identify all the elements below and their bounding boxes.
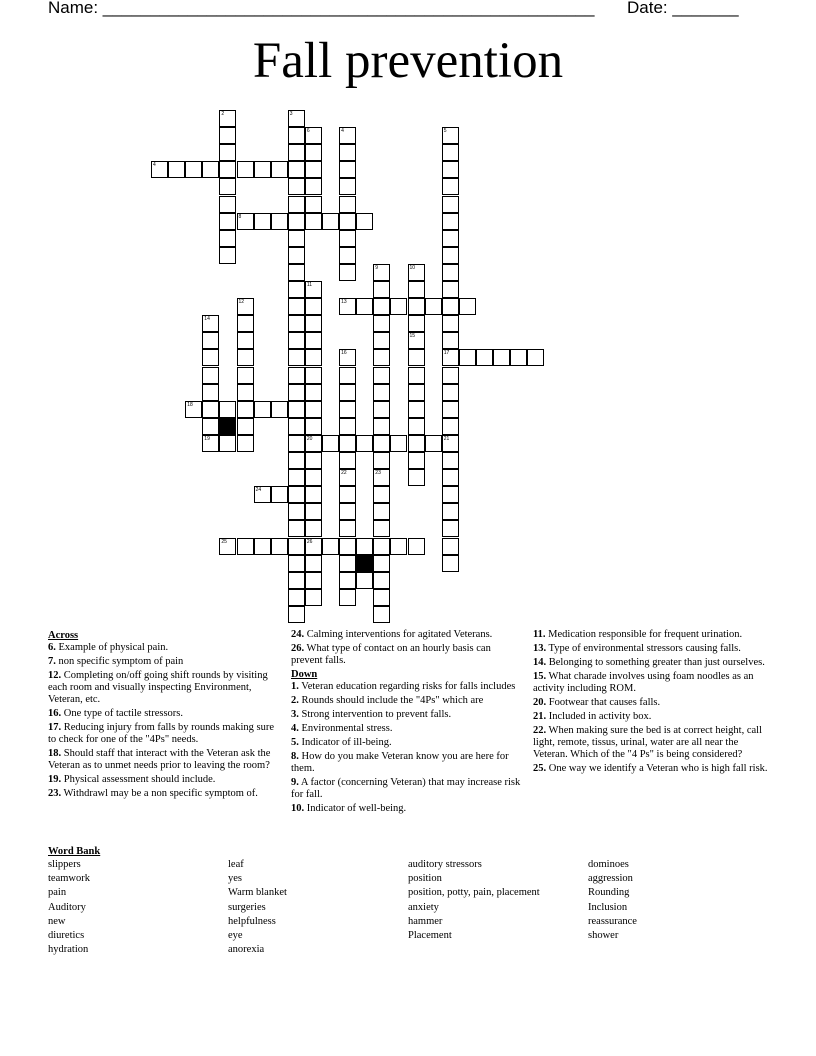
crossword-cell[interactable] [305, 401, 322, 418]
crossword-cell[interactable] [288, 606, 305, 623]
crossword-cell[interactable] [339, 503, 356, 520]
crossword-cell[interactable] [219, 178, 236, 195]
crossword-cell[interactable] [339, 555, 356, 572]
clue-number: 26 [306, 538, 313, 545]
word-bank-item: Placement [408, 930, 452, 942]
crossword-cell[interactable] [373, 606, 390, 623]
clue: 18. Should staff that interact with the Veteran ask the Veteran as to unmet needs prior to leaving the room? [48, 748, 271, 771]
clue: 16. One type of tactile stressors. [48, 708, 184, 719]
crossword-cell[interactable] [288, 298, 305, 315]
crossword-cell[interactable] [254, 401, 271, 418]
crossword-cell[interactable] [373, 367, 390, 384]
crossword-cell[interactable] [408, 401, 425, 418]
crossword-cell[interactable] [305, 469, 322, 486]
crossword-cell[interactable] [288, 452, 305, 469]
crossword-cell[interactable] [442, 230, 459, 247]
word-bank-item: reassurance [588, 915, 637, 927]
crossword-cell[interactable] [339, 469, 356, 486]
crossword-cell[interactable] [305, 367, 322, 384]
word-bank-item: anorexia [228, 944, 265, 956]
crossword-cell[interactable] [442, 247, 459, 264]
crossword-cell[interactable] [390, 435, 407, 452]
crossword-cell[interactable] [151, 161, 168, 178]
crossword-cell[interactable] [390, 538, 407, 555]
crossword-cell[interactable] [305, 538, 322, 555]
crossword-cell[interactable] [288, 418, 305, 435]
crossword-cell[interactable] [408, 367, 425, 384]
crossword-cell[interactable] [442, 538, 459, 555]
crossword-cell[interactable] [219, 538, 236, 555]
crossword-cell[interactable] [493, 349, 510, 366]
clue-number: 10 [409, 264, 416, 271]
crossword-cell[interactable] [356, 213, 373, 230]
word-bank-item: new [48, 915, 66, 927]
crossword-cell[interactable] [373, 469, 390, 486]
crossword-cell[interactable] [373, 572, 390, 589]
crossword-cell[interactable] [288, 196, 305, 213]
crossword-cell[interactable] [408, 332, 425, 349]
crossword-cell[interactable] [339, 349, 356, 366]
crossword-cell[interactable] [339, 161, 356, 178]
crossword-cell[interactable] [288, 213, 305, 230]
clue-number: 17 [443, 350, 450, 357]
crossword-cell[interactable] [442, 452, 459, 469]
crossword-cell[interactable] [237, 349, 254, 366]
crossword-cell[interactable] [185, 161, 202, 178]
crossword-cell[interactable] [288, 589, 305, 606]
crossword-cell[interactable] [219, 247, 236, 264]
clue-number: 6 [306, 128, 310, 135]
crossword-cell[interactable] [237, 298, 254, 315]
crossword-cell[interactable] [339, 452, 356, 469]
crossword-cell[interactable] [356, 298, 373, 315]
crossword-cell[interactable] [288, 520, 305, 537]
crossword-cell[interactable] [288, 264, 305, 281]
crossword-cell[interactable] [288, 110, 305, 127]
crossword-cell[interactable] [237, 161, 254, 178]
crossword-cell[interactable] [408, 264, 425, 281]
crossword-cell[interactable] [408, 349, 425, 366]
crossword-cell[interactable] [288, 349, 305, 366]
crossword-cell[interactable] [339, 144, 356, 161]
word-bank-item: position [408, 873, 442, 885]
crossword-cell[interactable] [373, 315, 390, 332]
crossword-cell[interactable] [339, 401, 356, 418]
word-bank-item: dominoes [588, 859, 629, 870]
crossword-cell[interactable] [339, 384, 356, 401]
clue: 8. How do you make Veteran know you are here for them. [291, 751, 509, 774]
clue: 25. One way we identify a Veteran who is high fall risk. [533, 763, 768, 774]
crossword-cell[interactable] [271, 213, 288, 230]
crossword-cell[interactable] [305, 503, 322, 520]
crossword-cell[interactable] [442, 367, 459, 384]
crossword-cell[interactable] [305, 315, 322, 332]
crossword-cell[interactable] [288, 178, 305, 195]
clue-number: 8 [238, 213, 242, 220]
crossword-cell[interactable] [219, 435, 236, 452]
word-bank-item: aggression [588, 873, 633, 885]
date-field[interactable]: Date: _______ [627, 0, 739, 17]
crossword-cell[interactable] [373, 555, 390, 572]
crossword-cell[interactable] [288, 127, 305, 144]
clue: 1. Veteran education regarding risks for falls includes [291, 681, 516, 692]
crossword-cell[interactable] [288, 161, 305, 178]
word-bank-item: shower [588, 930, 619, 942]
crossword-cell[interactable] [339, 435, 356, 452]
clue-number: 13 [341, 299, 347, 306]
crossword-cell[interactable] [237, 332, 254, 349]
crossword-cell[interactable] [202, 367, 219, 384]
page-title: Fall prevention [252, 33, 564, 89]
crossword-cell[interactable] [305, 452, 322, 469]
crossword-cell[interactable] [305, 161, 322, 178]
crossword-cell[interactable] [442, 418, 459, 435]
word-bank-item: helpfulness [228, 915, 276, 927]
crossword-cell[interactable] [442, 486, 459, 503]
clue: 2. Rounds should include the "4Ps" which are [291, 695, 484, 706]
crossword-cell[interactable] [373, 401, 390, 418]
word-bank-item: hydration [48, 944, 89, 956]
crossword-cell[interactable] [373, 281, 390, 298]
crossword-cell[interactable] [339, 264, 356, 281]
crossword-cell[interactable] [339, 213, 356, 230]
crossword-cell[interactable] [305, 196, 322, 213]
crossword-cell[interactable] [168, 161, 185, 178]
crossword-cell[interactable] [271, 401, 288, 418]
crossword-cell[interactable] [442, 555, 459, 572]
crossword-cell[interactable] [237, 435, 254, 452]
clues-column-3 [533, 629, 769, 777]
clues-column-2 [291, 629, 523, 817]
crossword-cell[interactable] [288, 486, 305, 503]
crossword-cell[interactable] [527, 349, 544, 366]
crossword-cell[interactable] [237, 384, 254, 401]
crossword-cell[interactable] [219, 127, 236, 144]
clue: 10. Indicator of well-being. [291, 803, 407, 814]
crossword-cell[interactable] [408, 435, 425, 452]
clue: 17. Reducing injury from falls by rounds making sure to check for one of the "4Ps" needs. [48, 722, 275, 745]
crossword-cell[interactable] [373, 503, 390, 520]
crossword-cell[interactable] [356, 435, 373, 452]
clue: 3. Strong intervention to prevent falls. [291, 709, 452, 720]
crossword-cell[interactable] [442, 435, 459, 452]
clue-number: 4 [341, 128, 344, 135]
clue: 26. What type of contact on an hourly basis can prevent falls. [291, 643, 491, 666]
clue-number: 18 [187, 401, 193, 408]
crossword-cell[interactable] [305, 213, 322, 230]
crossword-cell[interactable] [356, 538, 373, 555]
crossword-cell[interactable] [288, 144, 305, 161]
crossword-cell[interactable] [219, 196, 236, 213]
clue-number: 4 [153, 162, 156, 169]
clue: 7. non specific symptom of pain [48, 656, 184, 667]
word-bank-column [408, 858, 540, 943]
crossword-cell[interactable] [339, 298, 356, 315]
crossword-cell[interactable] [237, 367, 254, 384]
crossword-cell[interactable] [442, 469, 459, 486]
crossword-cell[interactable] [202, 418, 219, 435]
crossword-cell[interactable] [322, 435, 339, 452]
crossword-cell[interactable] [442, 315, 459, 332]
crossword-cell[interactable] [202, 161, 219, 178]
crossword-cell[interactable] [305, 555, 322, 572]
crossword-cell[interactable] [373, 418, 390, 435]
crossword-cell[interactable] [373, 384, 390, 401]
crossword-cell[interactable] [305, 520, 322, 537]
crossword-cell[interactable] [390, 298, 407, 315]
clue: 13. Type of environmental stressors causing falls. [533, 643, 741, 654]
crossword-cell[interactable] [459, 349, 476, 366]
word-bank-item: leaf [228, 859, 244, 870]
clue-number: 16 [341, 350, 347, 357]
crossword-cell[interactable] [288, 555, 305, 572]
clue-number: 25 [221, 538, 227, 545]
crossword-cell[interactable] [305, 127, 322, 144]
word-bank-item: pain [48, 887, 67, 899]
crossword-cell[interactable] [442, 178, 459, 195]
crossword-cell[interactable] [237, 538, 254, 555]
clue-number: 19 [204, 435, 210, 442]
crossword-cell[interactable] [442, 213, 459, 230]
crossword-cell[interactable] [288, 572, 305, 589]
clue-number: 12 [238, 299, 245, 306]
word-bank-item: anxiety [408, 901, 439, 913]
word-bank-item: yes [228, 873, 242, 885]
word-bank-item: Warm blanket [228, 887, 287, 899]
crossword-cell[interactable] [288, 332, 305, 349]
clue: 19. Physical assessment should include. [48, 774, 216, 785]
crossword-cell[interactable] [271, 538, 288, 555]
word-bank-item: Inclusion [588, 901, 628, 913]
crossword-cell[interactable] [237, 401, 254, 418]
word-bank-item: hammer [408, 915, 443, 927]
crossword-cell[interactable] [219, 213, 236, 230]
crossword-cell[interactable] [219, 110, 236, 127]
crossword-cell[interactable] [339, 127, 356, 144]
crossword-cell[interactable] [442, 401, 459, 418]
crossword-cell[interactable] [339, 178, 356, 195]
crossword-cell[interactable] [373, 452, 390, 469]
clue-number: 11 [306, 282, 313, 288]
crossword-cell[interactable] [425, 435, 442, 452]
down-heading: Down [291, 669, 318, 680]
crossword-cell[interactable] [219, 144, 236, 161]
crossword-cell[interactable] [288, 469, 305, 486]
word-bank-item: auditory stressors [408, 859, 482, 870]
clue: 22. When making sure the bed is at correct height, call light, remote, tissus, urinal, water are all near the Veteran. Which of the "4 Ps" is being considered? [533, 725, 762, 760]
crossword-cell[interactable] [271, 486, 288, 503]
clue: 5. Indicator of ill-being. [291, 737, 392, 748]
clue-number: 22 [341, 470, 347, 477]
crossword-cell[interactable] [305, 349, 322, 366]
clue: 4. Environmental stress. [291, 723, 393, 734]
word-bank-item: slippers [48, 859, 81, 870]
crossword-cell[interactable] [185, 401, 202, 418]
clue-number: 14 [204, 316, 210, 323]
crossword-cell[interactable] [442, 384, 459, 401]
crossword-cell[interactable] [442, 520, 459, 537]
crossword-cell[interactable] [288, 315, 305, 332]
crossword-cell[interactable] [408, 538, 425, 555]
crossword-cell[interactable] [442, 281, 459, 298]
crossword-cell[interactable] [202, 315, 219, 332]
word-bank-item: Auditory [48, 901, 86, 913]
clue: 21. Included in activity box. [533, 711, 652, 722]
crossword-cell[interactable] [442, 161, 459, 178]
crossword-cell[interactable] [305, 298, 322, 315]
crossword-cell[interactable] [237, 315, 254, 332]
word-bank-column [588, 858, 637, 943]
name-field[interactable]: Name: ____________________________________________________ [48, 0, 595, 17]
clue-number: 20 [306, 435, 313, 442]
crossword-cell[interactable] [408, 469, 425, 486]
crossword-cell[interactable] [288, 230, 305, 247]
word-bank-item: diuretics [48, 930, 85, 942]
word-bank-item: teamwork [48, 873, 90, 885]
crossword-cell[interactable] [373, 589, 390, 606]
crossword-cell[interactable] [288, 538, 305, 555]
crossword-cell[interactable] [408, 418, 425, 435]
crossword-cell[interactable] [339, 572, 356, 589]
crossword-cell[interactable] [219, 161, 236, 178]
crossword-cell[interactable] [322, 538, 339, 555]
crossword-cell[interactable] [305, 572, 322, 589]
clue-number: 2 [221, 111, 225, 117]
clue: 11. Medication responsible for frequent urination. [533, 629, 743, 640]
crossword-cell[interactable] [339, 418, 356, 435]
clue: 23. Withdrawl may be a non specific symptom of. [48, 788, 258, 799]
crossword-cell[interactable] [254, 486, 271, 503]
crossword-cell[interactable] [254, 213, 271, 230]
clue: 6. Example of physical pain. [48, 642, 169, 653]
crossword-cell[interactable] [288, 384, 305, 401]
word-bank-column [228, 858, 287, 957]
crossword-cell[interactable] [339, 367, 356, 384]
crossword-cell[interactable] [476, 349, 493, 366]
clue: 9. A factor (concerning Veteran) that may increase risk for fall. [291, 777, 521, 800]
crossword-block [356, 555, 373, 572]
crossword-cell[interactable] [202, 349, 219, 366]
crossword-cell[interactable] [202, 435, 219, 452]
word-bank-item: position, potty, pain, placement [408, 887, 540, 899]
crossword-cell[interactable] [288, 281, 305, 298]
crossword-cell[interactable] [408, 452, 425, 469]
crossword-cell[interactable] [305, 332, 322, 349]
crossword-cell[interactable] [305, 144, 322, 161]
crossword-cell[interactable] [373, 435, 390, 452]
crossword-cell[interactable] [288, 435, 305, 452]
crossword-cell[interactable] [425, 298, 442, 315]
clue: 20. Footwear that causes falls. [533, 697, 661, 708]
crossword-cell[interactable] [442, 264, 459, 281]
crossword-cell[interactable] [288, 247, 305, 264]
crossword-cell[interactable] [202, 401, 219, 418]
crossword-cell[interactable] [442, 503, 459, 520]
crossword-block [219, 418, 236, 435]
crossword-cell[interactable] [442, 127, 459, 144]
clue-number: 9 [375, 264, 379, 271]
clue: 24. Calming interventions for agitated Veterans. [291, 629, 493, 640]
crossword-cell[interactable] [339, 230, 356, 247]
crossword-cell[interactable] [442, 144, 459, 161]
crossword-cell[interactable] [288, 401, 305, 418]
crossword-cell[interactable] [408, 281, 425, 298]
crossword-cell[interactable] [408, 298, 425, 315]
crossword-cell[interactable] [459, 298, 476, 315]
crossword-cell[interactable] [219, 230, 236, 247]
clue: 14. Belonging to something greater than just ourselves. [533, 657, 765, 668]
clues-column-1 [48, 629, 284, 802]
crossword-cell[interactable] [373, 486, 390, 503]
crossword-cell[interactable] [202, 332, 219, 349]
clue-number: 24 [255, 487, 262, 494]
clue-number: 3 [289, 111, 293, 117]
clue: 12. Completing on/off going shift rounds by visiting each room and visually inspecting Environment, Veteran, etc. [48, 670, 268, 705]
crossword-cell[interactable] [373, 520, 390, 537]
crossword-cell[interactable] [322, 213, 339, 230]
crossword-cell[interactable] [237, 418, 254, 435]
crossword-cell[interactable] [271, 161, 288, 178]
word-bank-item: surgeries [228, 901, 266, 913]
clue: 15. What charade involves using foam noodles as an activity including ROM. [533, 671, 754, 694]
crossword-cell[interactable] [339, 196, 356, 213]
across-heading: Across [48, 630, 79, 641]
crossword-cell[interactable] [339, 520, 356, 537]
crossword-cell[interactable] [305, 435, 322, 452]
crossword-cell[interactable] [254, 538, 271, 555]
crossword-cell[interactable] [288, 503, 305, 520]
crossword-cell[interactable] [408, 315, 425, 332]
word-bank-column [48, 858, 90, 957]
crossword-cell[interactable] [442, 332, 459, 349]
crossword-cell[interactable] [356, 572, 373, 589]
crossword-cell[interactable] [339, 538, 356, 555]
crossword-cell[interactable] [305, 178, 322, 195]
crossword-cell[interactable] [373, 349, 390, 366]
crossword-cell[interactable] [442, 298, 459, 315]
crossword-cell[interactable] [237, 213, 254, 230]
clue-number: 5 [443, 128, 447, 135]
crossword-cell[interactable] [254, 161, 271, 178]
crossword-cell[interactable] [442, 196, 459, 213]
crossword-cell[interactable] [339, 589, 356, 606]
crossword-cell[interactable] [408, 384, 425, 401]
clue-number: 23 [375, 470, 381, 477]
crossword-cell[interactable] [305, 418, 322, 435]
crossword-cell[interactable] [442, 349, 459, 366]
crossword-cell[interactable] [305, 589, 322, 606]
crossword-cell[interactable] [373, 538, 390, 555]
crossword-cell[interactable] [373, 298, 390, 315]
crossword-cell[interactable] [219, 401, 236, 418]
word-bank-title: Word Bank [48, 846, 101, 857]
crossword-cell[interactable] [339, 486, 356, 503]
crossword-cell[interactable] [339, 247, 356, 264]
crossword-cell[interactable] [305, 384, 322, 401]
crossword-cell[interactable] [373, 332, 390, 349]
crossword-cell[interactable] [305, 486, 322, 503]
crossword-cell[interactable] [202, 384, 219, 401]
crossword-cell[interactable] [373, 264, 390, 281]
crossword-cell[interactable] [288, 367, 305, 384]
clue-number: 15 [409, 333, 416, 340]
crossword-cell[interactable] [305, 281, 322, 298]
word-bank-item: Rounding [588, 887, 630, 899]
word-bank-item: eye [228, 930, 243, 942]
crossword-cell[interactable] [510, 349, 527, 366]
clue-number: 21 [443, 435, 450, 442]
